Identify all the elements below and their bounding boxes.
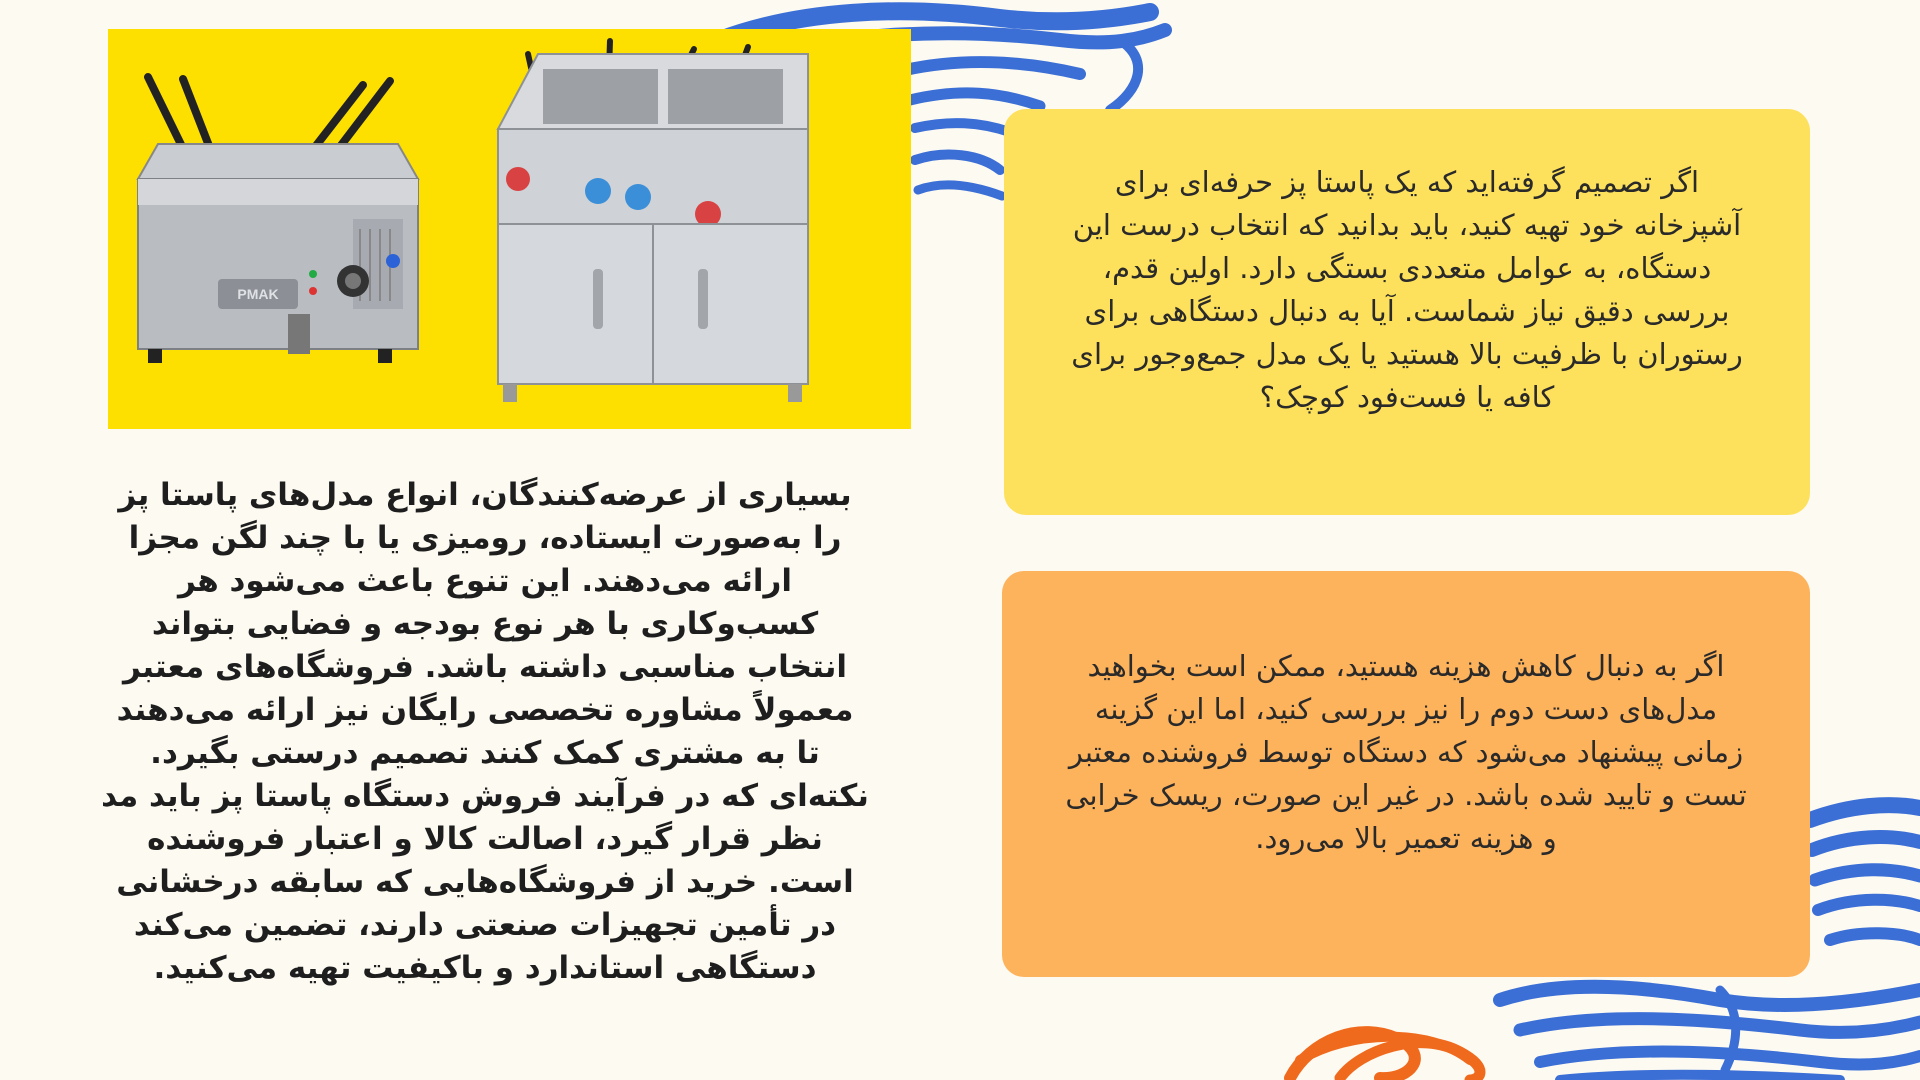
brand-label: PMAK <box>237 286 279 302</box>
pasta-cooker-product-image <box>108 29 911 429</box>
info-card-orange-text: اگر به دنبال کاهش هزینه هستید، ممکن است بخواهید مدل‌های دست دوم را نیز بررسی کنید، اما این گزینه زمانی پیشنهاد می‌شود که دستگاه توسط فروشنده معتبر تست و تایید شده باشد. در غیر این صورت، ریسک خرابی و هزینه تعمیر بالا می‌رود. <box>1065 649 1747 855</box>
orange-scribble <box>1290 1032 1480 1080</box>
info-card-yellow-text: اگر تصمیم گرفته‌اید که یک پاستا پز حرفه‌ای برای آشپزخانه خود تهیه کنید، باید بدانید که انتخاب درست این دستگاه، به عوامل متعددی بستگی دارد. اولین قدم، بررسی دقیق نیاز شماست. آیا به دنبال دستگاهی برای رستوران با ظرفیت بالا هستید یا یک مدل جمع‌وجور برای کافه یا فست‌فود کوچک؟ <box>1071 165 1743 414</box>
main-body-paragraph: بسیاری از عرضه‌کنندگان، انواع مدل‌های پاستا پز را به‌صورت ایستاده، رومیزی یا با چند لگن مجزا ارائه می‌دهند. این تنوع باعث می‌شود هر کسب‌وکاری با هر نوع بودجه و فضایی بتواند انتخاب مناسبی داشته باشد. فروشگاه‌های معتبر معمولاً مشاوره تخصصی رایگان نیز ارائه می‌دهند تا به مشتری کمک کنند تصمیم درستی بگیرد. نکته‌ای که در فرآیند فروش دستگاه پاستا پز باید مد نظر قرار گیرد، اصالت کالا و اعتبار فروشنده است. خرید از فروشگاه‌هایی که سابقه درخشانی در تأمین تجهیزات صنعتی دارند، تضمین می‌کند دستگاهی استاندارد و باکیفیت تهیه می‌کنید. <box>101 477 869 986</box>
info-card-orange <box>1002 571 1810 977</box>
info-card-yellow <box>1004 109 1810 515</box>
pasta-cooker-illustration <box>108 29 911 429</box>
floor-standing-pasta-cooker <box>498 41 808 402</box>
